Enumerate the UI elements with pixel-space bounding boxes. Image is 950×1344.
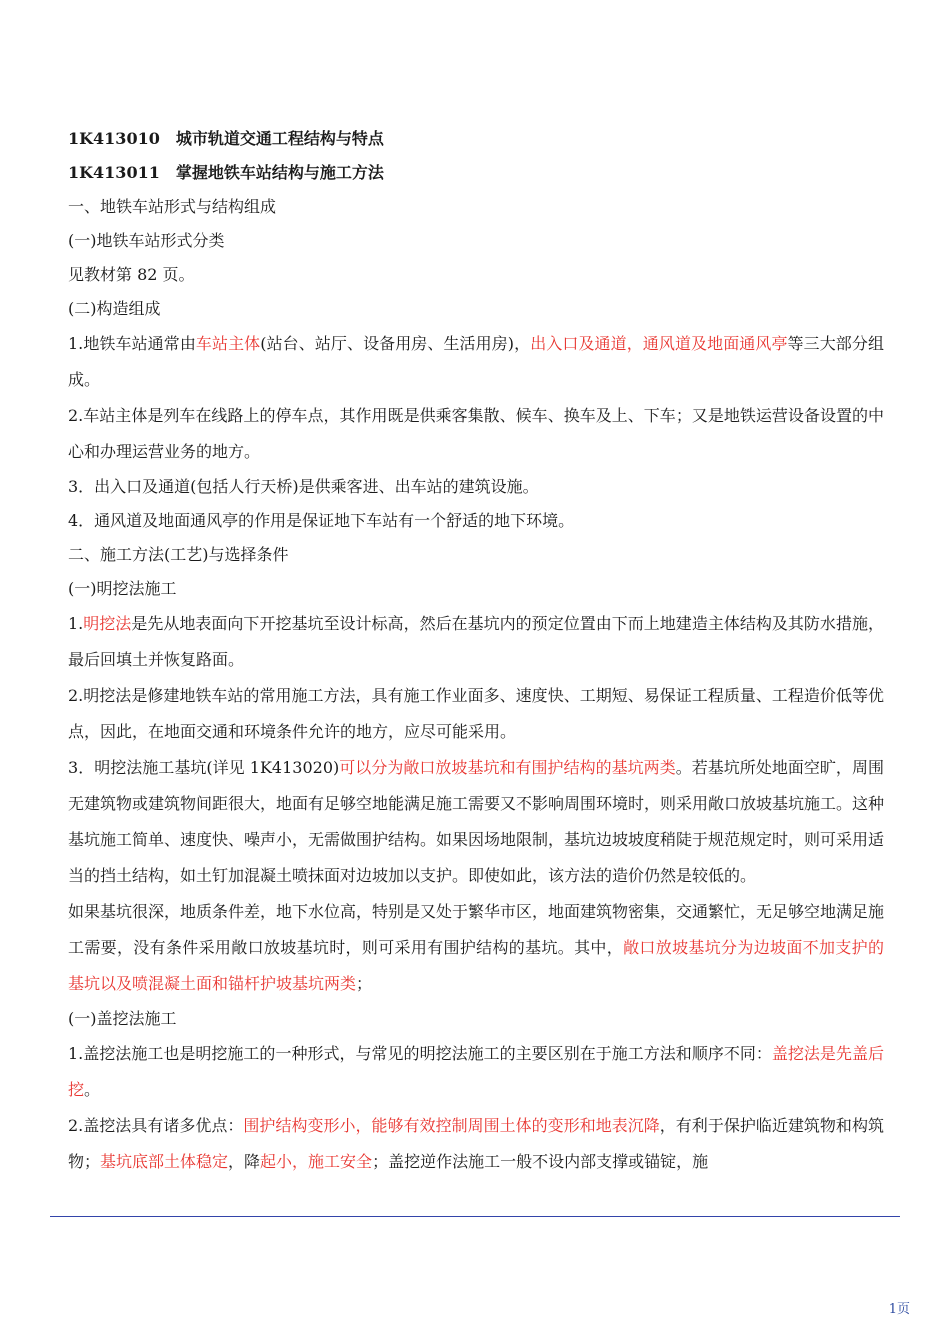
paragraph-5: 1.明挖法是先从地表面向下开挖基坑至设计标高，然后在基坑内的预定位置由下而上地建造主体结构及其防水措施，最后回填土并恢复路面。 (68, 614, 884, 669)
paragraph-4: 4．通风道及地面通风亭的作用是保证地下车站有一个舒适的地下环境。 (68, 511, 575, 530)
subsection-2b-heading: (一)盖挖法施工 (68, 1009, 177, 1028)
section-heading-1k413010: 1K413010 城市轨道交通工程结构与特点 (68, 129, 384, 148)
highlight-text: 起小，施工安全 (260, 1152, 373, 1171)
highlight-text: 围护结构变形小，能够有效控制周围土体的变形和地表沉降 (243, 1116, 660, 1135)
highlight-text: 盖挖法是先盖后挖 (68, 1044, 884, 1099)
subsection-heading-2: 二、施工方法(工艺)与选择条件 (68, 545, 289, 564)
paragraph-1: 1.地铁车站通常由车站主体(站台、站厅、设备用房、生活用房)，出入口及通道，通风道及地面通风亭等三大部分组成。 (68, 334, 884, 389)
highlight-text: 车站主体 (195, 334, 261, 353)
subsection-heading-1: 一、地铁车站形式与结构组成 (68, 197, 277, 216)
subsection-1b-heading: (二)构造组成 (68, 299, 161, 318)
paragraph-9: 1.盖挖法施工也是明挖施工的一种形式，与常见的明挖法施工的主要区别在于施工方法和顺序不同：盖挖法是先盖后挖。 (68, 1044, 884, 1099)
section-heading-1k413011: 1K413011 掌握地铁车站结构与施工方法 (68, 163, 384, 182)
highlight-text: 明挖法 (83, 614, 132, 633)
highlight-text: 出入口及通道，通风道及地面通风亭 (530, 334, 788, 353)
highlight-text: 敞口放坡基坑分为边坡面不加支护的基坑以及喷混凝土面和锚杆护坡基坑两类 (68, 938, 884, 993)
footer-divider (50, 1216, 900, 1217)
highlight-text: 基坑底部土体稳定 (100, 1152, 229, 1171)
paragraph-6: 2.明挖法是修建地铁车站的常用施工方法，具有施工作业面多、速度快、工期短、易保证工程质量、工程造价低等优点，因此，在地面交通和环境条件允许的地方，应尽可能采用。 (68, 686, 884, 741)
subsection-1a-text: 见教材第 82 页。 (68, 265, 195, 284)
subsection-1a-heading: (一)地铁车站形式分类 (68, 231, 225, 250)
document-body (68, 122, 884, 1180)
page-number: 1页 (888, 1302, 910, 1317)
paragraph-8: 如果基坑很深，地质条件差，地下水位高，特别是又处于繁华市区，地面建筑物密集，交通繁忙，无足够空地满足施工需要，没有条件采用敞口放坡基坑时，则可采用有围护结构的基坑。其中，敞口放坡基坑分为边坡面不加支护的基坑以及喷混凝土面和锚杆护坡基坑两类； (68, 902, 885, 993)
paragraph-10: 2.盖挖法具有诸多优点：围护结构变形小，能够有效控制周围土体的变形和地表沉降，有利于保护临近建筑物和构筑物；基坑底部土体稳定，降起小，施工安全；盖挖逆作法施工一般不设内部支撑或锚锭，施 (68, 1116, 884, 1171)
paragraph-7: 3．明挖法施工基坑(详见 1K413020)可以分为敞口放坡基坑和有围护结构的基坑两类。若基坑所处地面空旷，周围无建筑物或建筑物间距很大，地面有足够空地能满足施工需要又不影响周围环境时，则采用敞口放坡基坑施工。这种基坑施工简单、速度快、噪声小，无需做围护结构。如果因场地限制，基坑边坡坡度稍陡于规范规定时，则可采用适当的挡土结构，如土钉加混凝土喷抹面对边坡加以支护。即使如此，该方法的造价仍然是较低的。 (68, 758, 885, 885)
subsection-2a-heading: (一)明挖法施工 (68, 579, 177, 598)
paragraph-3: 3．出入口及通道(包括人行天桥)是供乘客进、出车站的建筑设施。 (68, 477, 539, 496)
paragraph-2: 2.车站主体是列车在线路上的停车点，其作用既是供乘客集散、候车、换车及上、下车；又是地铁运营设备设置的中心和办理运营业务的地方。 (68, 406, 884, 461)
highlight-text: 可以分为敞口放坡基坑和有围护结构的基坑两类 (339, 758, 676, 777)
